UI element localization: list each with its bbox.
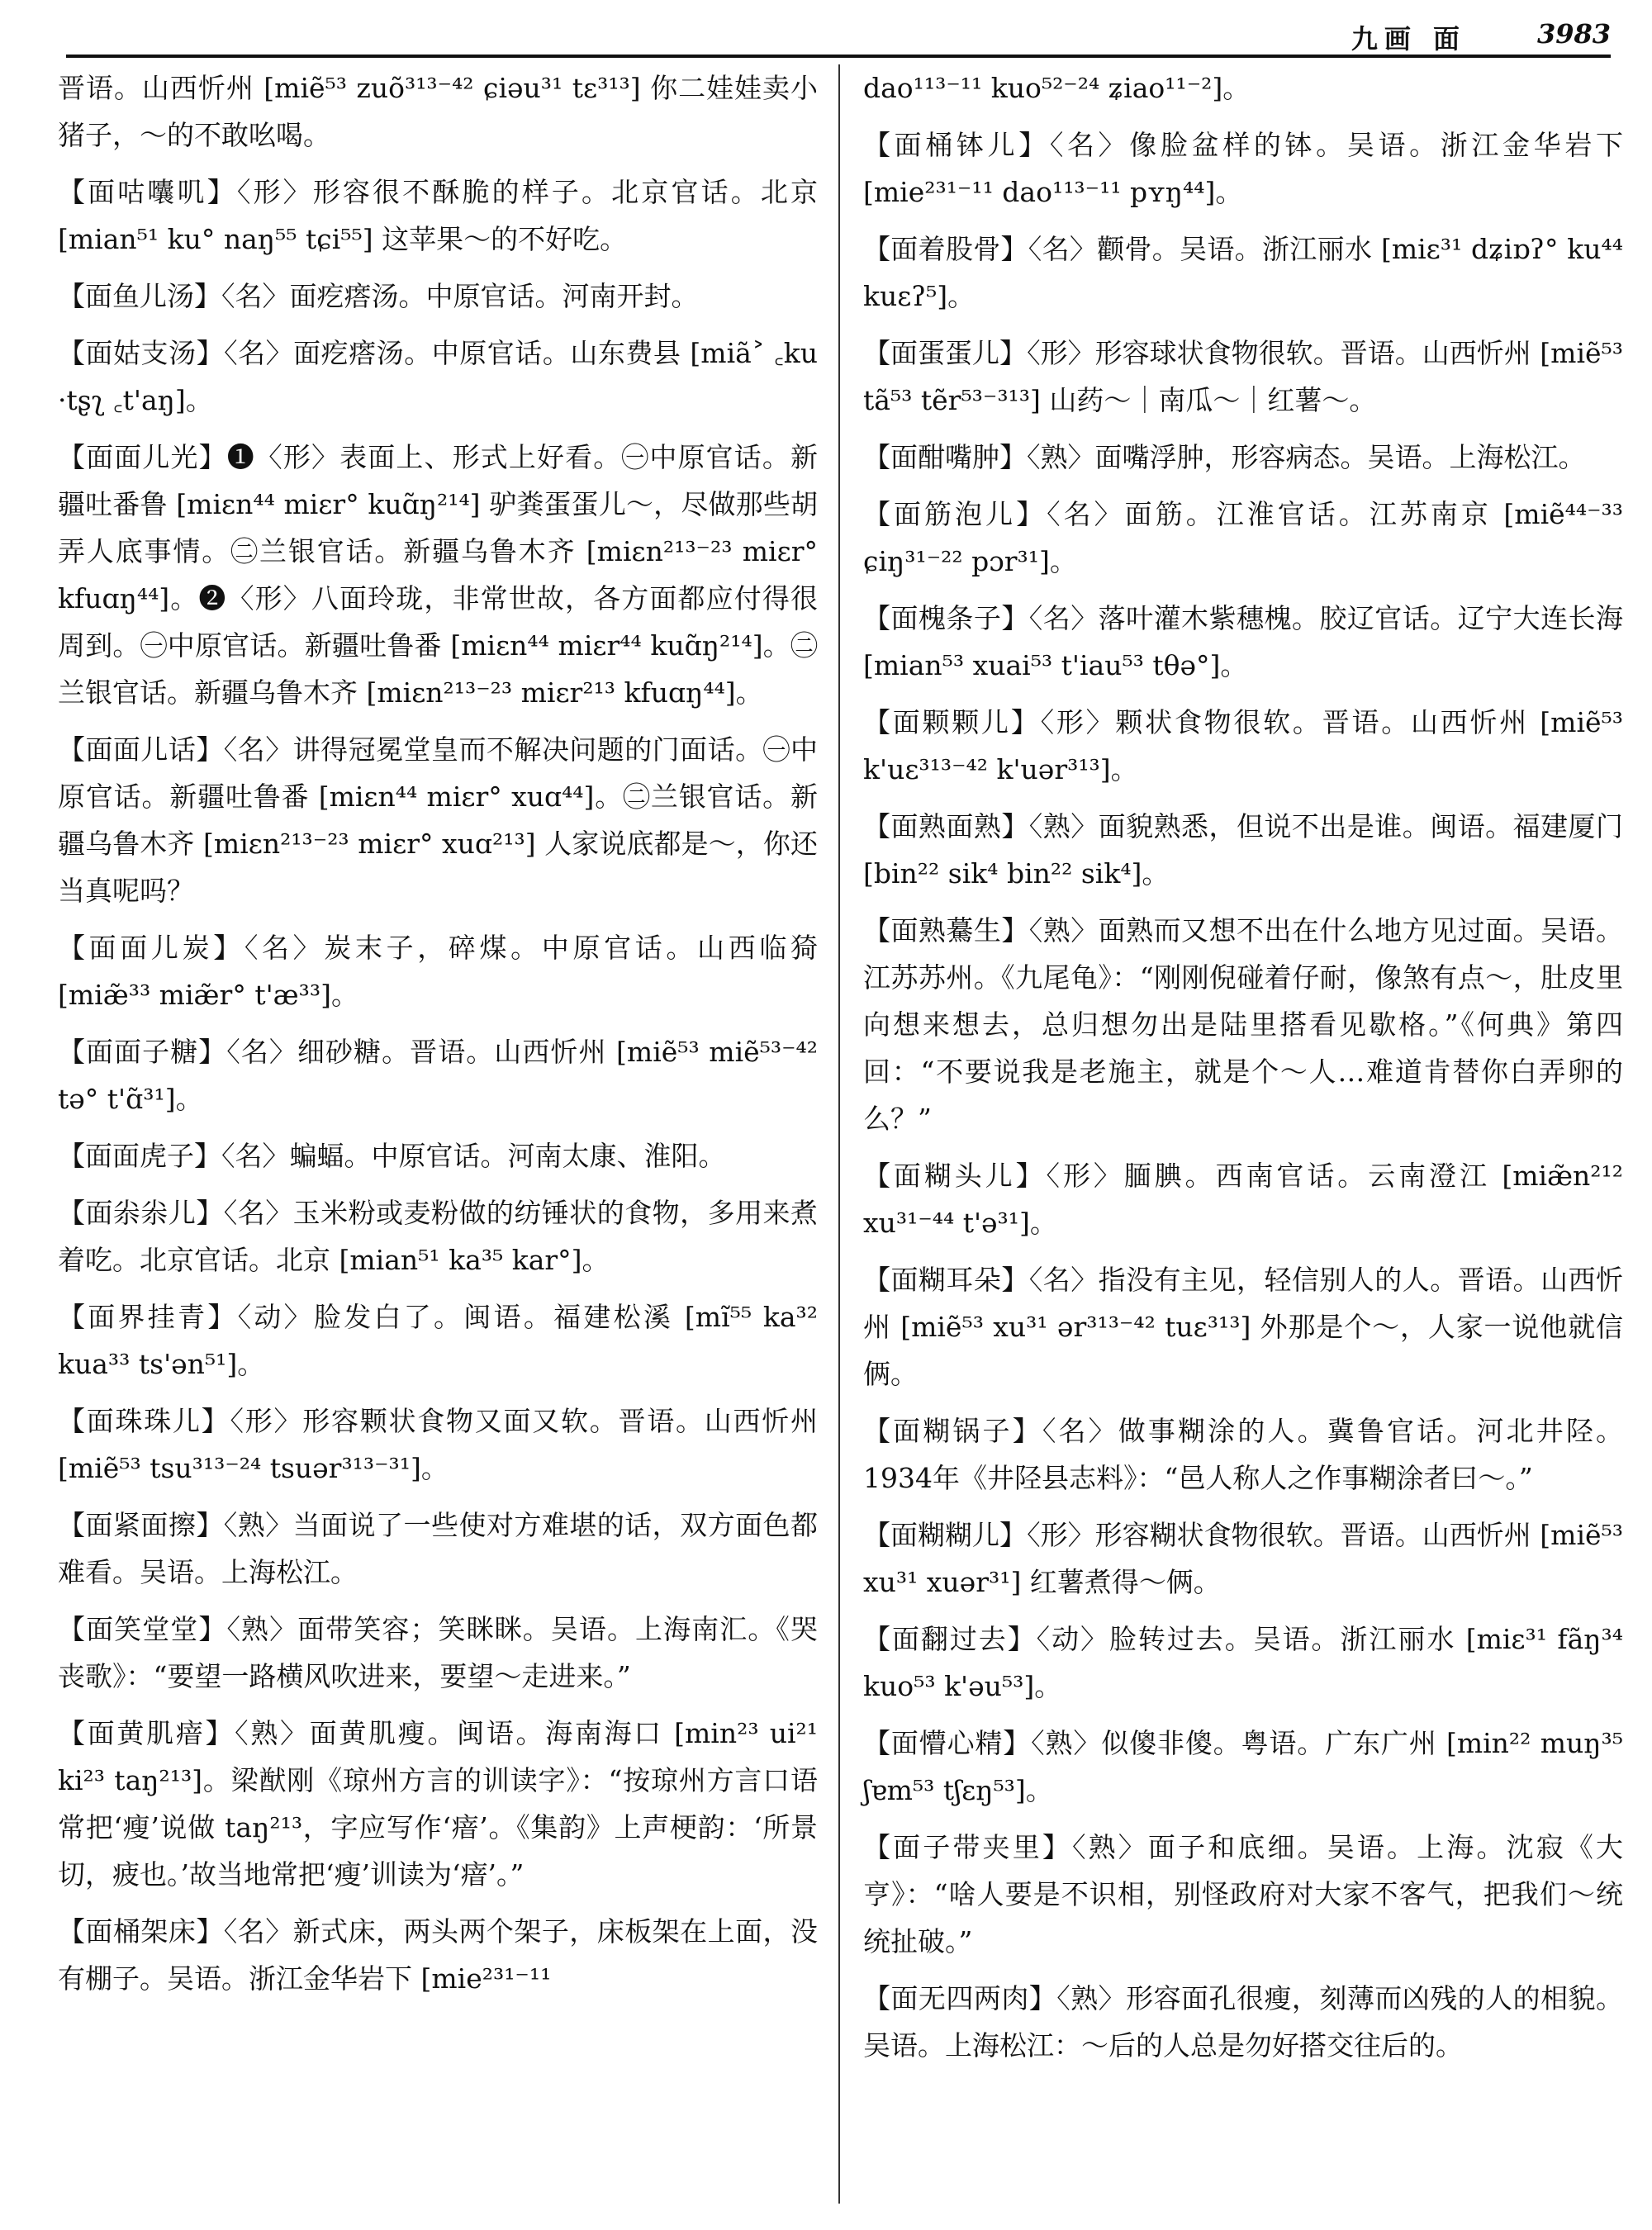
dictionary-entry: 【面无四两肉】〈熟〉形容面孔很瘦，刻薄而凶残的人的相貌。吴语。上海松江：～后的人总是勿好搭交往后的。 <box>863 1982 1623 2062</box>
dictionary-entry: 【面面儿炭】〈名〉炭末子，碎煤。中原官话。山西临猗 [miæ̃³³ miæ̃r° t'æ³³]。 <box>58 932 818 1011</box>
dictionary-entry: 【面面儿话】〈名〉讲得冠冕堂皇而不解决问题的门面话。㊀中原官话。新疆吐鲁番 [miɛn⁴⁴ miɛr° xuɑ⁴⁴]。㊁兰银官话。新疆乌鲁木齐 [miɛn²¹³⁻²³ miɛr° xuɑ²¹³] 人家说底都是～，你还当真呢吗？ <box>58 733 818 907</box>
dictionary-entry: 【面笑堂堂】〈熟〉面带笑容；笑眯眯。吴语。上海南汇。《哭丧歌》：“要望一路横风吹进来，要望～走进来。” <box>58 1613 818 1692</box>
dictionary-entry: 【面熟驀生】〈熟〉面熟而又想不出在什么地方见过面。吴语。江苏苏州。《九尾龟》：“刚刚倪碰着仔耐，像煞有点～，肚皮里向想来想去，总归想勿出是陆里搭看见歇格。”《何典》第四回：“不要说我是老施主，就是个～人…难道肯替你白弄卵的么？” <box>863 914 1623 1135</box>
dictionary-entry: 【面着股骨】〈名〉颧骨。吴语。浙江丽水 [miɛ³¹ dʑiɒʔ° ku⁴⁴ kuɛʔ⁵]。 <box>863 233 1623 312</box>
dictionary-entry: 【面尜尜儿】〈名〉玉米粉或麦粉做的纺锤状的食物，多用来煮着吃。北京官话。北京 [mian⁵¹ ka³⁵ kar°]。 <box>58 1197 818 1276</box>
dictionary-entry: 【面咕囔叽】〈形〉形容很不酥脆的样子。北京官话。北京 [mian⁵¹ ku° naŋ⁵⁵ tɕi⁵⁵] 这苹果～的不好吃。 <box>58 176 818 255</box>
dictionary-entry: 【面筋泡儿】〈名〉面筋。江淮官话。江苏南京 [miẽ⁴⁴⁻³³ ɕiŋ³¹⁻²² pɔr³¹]。 <box>863 498 1623 577</box>
dictionary-entry: 【面翻过去】〈动〉脸转过去。吴语。浙江丽水 [miɛ³¹ fãŋ³⁴ kuo⁵³ k'əu⁵³]。 <box>863 1623 1623 1702</box>
dictionary-entry: 【面熟面熟】〈熟〉面貌熟悉，但说不出是谁。闽语。福建厦门 [bin²² sik⁴ bin²² sik⁴]。 <box>863 810 1623 890</box>
dictionary-entry: 【面酣嘴肿】〈熟〉面嘴浮肿，形容病态。吴语。上海松江。 <box>863 441 1586 473</box>
right-column <box>863 64 1623 2079</box>
entry-continuation: dao¹¹³⁻¹¹ kuo⁵²⁻²⁴ ʑiao¹¹⁻²]。 <box>863 72 1251 104</box>
dictionary-entry: 【面面子糖】〈名〉细砂糖。晋语。山西忻州 [miẽ⁵³ miẽ⁵³⁻⁴² tə° t'ɑ̃³¹]。 <box>58 1036 818 1115</box>
running-header <box>66 15 1611 58</box>
left-column <box>58 64 818 2012</box>
dictionary-entry: 【面懵心精】〈熟〉似傻非傻。粤语。广东广州 [min²² muŋ³⁵ ʃɐm⁵³ tʃɛŋ⁵³]。 <box>863 1727 1623 1806</box>
column-divider <box>838 64 840 2204</box>
header-section-title: 九画 面 <box>1351 23 1466 55</box>
dictionary-entry: 【面糊糊儿】〈形〉形容糊状食物很软。晋语。山西忻州 [miẽ⁵³ xu³¹ xuər³¹] 红薯煮得～俩。 <box>863 1519 1623 1598</box>
dictionary-entry: 【面桶钵儿】〈名〉像脸盆样的钵。吴语。浙江金华岩下 [mie²³¹⁻¹¹ dao¹¹³⁻¹¹ pʏŋ⁴⁴]。 <box>863 129 1623 208</box>
dictionary-entry: 【面糊头儿】〈形〉腼腆。西南官话。云南澄江 [miæ̃n²¹² xu³¹⁻⁴⁴ t'ə³¹]。 <box>863 1160 1623 1239</box>
entry-continuation: 晋语。山西忻州 [miẽ⁵³ zuõ³¹³⁻⁴² ɕiəu³¹ tɛ³¹³] 你二娃娃卖小猪子，～的不敢吆喝。 <box>58 72 818 151</box>
dictionary-entry: 【面糊锅子】〈名〉做事糊涂的人。冀鲁官话。河北井陉。1934年《井陉县志料》：“邑人称人之作事糊涂者曰～。” <box>863 1415 1623 1494</box>
dictionary-entry: 【面槐条子】〈名〉落叶灌木紫穗槐。胶辽官话。辽宁大连长海 [mian⁵³ xuai⁵³ t'iau⁵³ tθə°]。 <box>863 602 1623 681</box>
dictionary-entry: 【面界挂青】〈动〉脸发白了。闽语。福建松溪 [mĩ⁵⁵ ka³² kua³³ ts'ən⁵¹]。 <box>58 1301 818 1380</box>
dictionary-entry: 【面面儿光】❶〈形〉表面上、形式上好看。㊀中原官话。新疆吐番鲁 [miɛn⁴⁴ miɛr° kuɑ̃ŋ²¹⁴] 驴粪蛋蛋儿～，尽做那些胡弄人底事情。㊁兰银官话。新疆乌鲁木齐 [miɛn²¹³⁻²³ miɛr° kfuɑŋ⁴⁴]。❷〈形〉八面玲珑，非常世故，各方面都应付得很周到。㊀中原官话。新疆吐鲁番 [miɛn⁴⁴ miɛr⁴⁴ kuɑ̃ŋ²¹⁴]。㊁兰银官话。新疆乌鲁木齐 [miɛn²¹³⁻²³ miɛr²¹³ kfuɑŋ⁴⁴]。 <box>58 441 818 709</box>
page-number: 3983 <box>1536 18 1611 50</box>
dictionary-entry: 【面姑支汤】〈名〉面疙瘩汤。中原官话。山东费县 [miã˃ ꜀ku ·tʂʅ ꜀t'aŋ]。 <box>58 337 818 416</box>
dictionary-entry: 【面蛋蛋儿】〈形〉形容球状食物很软。晋语。山西忻州 [miẽ⁵³ tã⁵³ tẽr⁵³⁻³¹³] 山药～｜南瓜～｜红薯～。 <box>863 337 1623 416</box>
dictionary-entry: 【面桶架床】〈名〉新式床，两头两个架子，床板架在上面，没有棚子。吴语。浙江金华岩下 [mie²³¹⁻¹¹ <box>58 1915 818 1995</box>
dictionary-entry: 【面紧面擦】〈熟〉当面说了一些使对方难堪的话，双方面色都难看。吴语。上海松江。 <box>58 1509 818 1588</box>
dictionary-entry: 【面糊耳朵】〈名〉指没有主见，轻信别人的人。晋语。山西忻州 [miẽ⁵³ xu³¹ ər³¹³⁻⁴² tuɛ³¹³] 外那是个～，人家一说他就信俩。 <box>863 1264 1623 1390</box>
dictionary-entry: 【面珠珠儿】〈形〉形容颗状食物又面又软。晋语。山西忻州 [miẽ⁵³ tsu³¹³⁻²⁴ tsuər³¹³⁻³¹]。 <box>58 1405 818 1484</box>
dictionary-entry: 【面子带夹里】〈熟〉面子和底细。吴语。上海。沈寂《大亨》：“啥人要是不识相，别怪政府对大家不客气，把我们～统统扯破。” <box>863 1831 1623 1957</box>
dictionary-entry: 【面面虎子】〈名〉蝙蝠。中原官话。河南太康、淮阳。 <box>58 1140 726 1172</box>
dictionary-entry: 【面黄肌瘖】〈熟〉面黄肌瘦。闽语。海南海口 [min²³ ui²¹ ki²³ taŋ²¹³]。梁猷刚《琼州方言的训读字》：“按琼州方言口语常把‘瘦’说做 taŋ²¹³，字应写作‘瘖’。《集韵》上声梗韵：‘所景切，疲也。’故当地常把‘瘦’训读为‘瘖’。” <box>58 1717 818 1891</box>
dictionary-entry: 【面颗颗儿】〈形〉颗状食物很软。晋语。山西忻州 [miẽ⁵³ k'uɛ³¹³⁻⁴² k'uər³¹³]。 <box>863 706 1623 785</box>
dictionary-entry: 【面鱼儿汤】〈名〉面疙瘩汤。中原官话。河南开封。 <box>58 280 699 312</box>
